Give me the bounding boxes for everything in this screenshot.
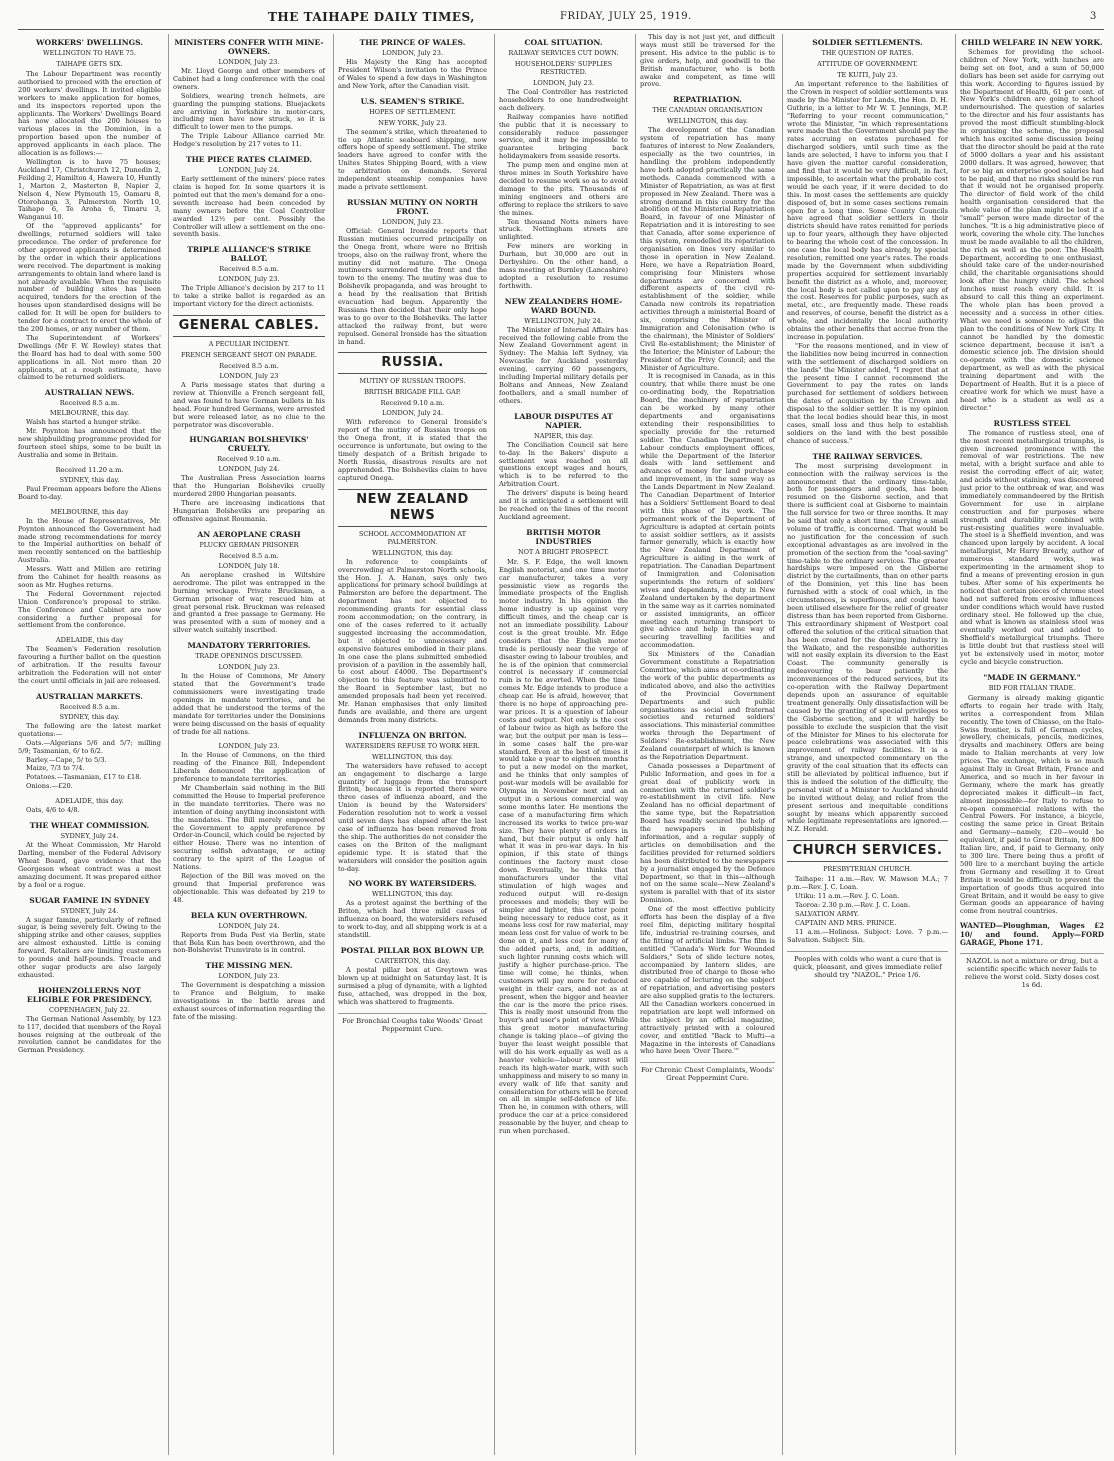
dateline: LONDON, July 23. xyxy=(532,79,595,87)
article-headline: COAL SITUATION. xyxy=(524,38,603,47)
paragraph: The pump men and engine men at three mines in South Yorkshire have decided to resume work so as to avoid damage to the pits. Thousands of mining engineers and others are offering to replace the strikers to save the mines. xyxy=(499,161,628,217)
dateline: LONDON, July 23. xyxy=(381,217,444,226)
paragraph: Wellington is to have 75 houses; Auckland 17, Christchurch 12, Dunedin 2, Feilding 2, Hamilton 4, Hawera 10, Huntly 1, Marton 2, Masterton 8, Napier 2, Nelson 4, New Plymouth 15, Oamaru 8, Otorohanga 3, Palmerston North 10, Taihape 6, Te Aroha 6, Timaru 3, Wanganui 10. xyxy=(18,157,161,222)
article xyxy=(338,731,487,874)
article xyxy=(499,528,628,1136)
paragraph: Onions.—£20. xyxy=(26,782,73,791)
article xyxy=(338,879,487,940)
article xyxy=(173,911,325,956)
paragraph: The Coal Controller has restricted householders to one hundredweight each delivery. xyxy=(499,88,628,112)
article xyxy=(338,946,487,1007)
classified-ad: WANTED—Ploughman, Wages £2 10/ and found. Apply—FORD GARAGE, Phone 171. xyxy=(960,921,1104,948)
paragraph: SALVATION ARMY. xyxy=(795,909,859,918)
article-headline: NO WORK BY WATERSIDERS. xyxy=(348,879,477,889)
article xyxy=(18,821,161,889)
article-subheading: TRADE OPENINGS DISCUSSED. xyxy=(195,652,303,661)
paragraph: The development of the Canadian system of repatriation has many features of interest to New Zealanders, especially as the two countries, in handling the problem independently have both adopted practically the same methods. Canada commenced with a Minister of Repatriation, as was at first proposed in New Zealand. There was a strong demand in this country for the abolition of the Ministerial Repatriation Board, in favour of one Minister of Repatriation and it is interesting to see that Canada, after some experience of this system, remodelled its repatriation organisation on lines very similar to those in operation in New Zealand. Here, we have a Repatriation Board, comprising four Ministers whose departments are concerned with different aspects of the civil re-establishment of the soldier, while Canada now controls its repatriation activities through a ministerial Board of six, comprising the Minister of Immigration and Colonisation (who is the chairman), the Minister of Soldiers' Civil Re-establishment; the Minister of the Interior; the Minister of Labour; the President of the Privy Council; and the Minister of Agriculture. xyxy=(640,126,775,372)
article-subheading: PLUCKY GERMAN PRISONER xyxy=(199,540,299,549)
paragraph: Ten thousand Notts miners have struck. Nottingham streets are unlighted. xyxy=(499,217,628,242)
article-subheading: A PECULIAR INCIDENT. xyxy=(208,340,290,349)
article xyxy=(960,38,1104,413)
paragraph: Oats.—Algerians 5/6 and 5/7; milling 5/9; Tasmanian, 6/ to 6/2. xyxy=(18,738,161,755)
article-body xyxy=(338,59,487,91)
article-headline: RUSTLESS STEEL xyxy=(993,418,1071,428)
received-time: Received 8.5 a.m. xyxy=(219,265,279,274)
article-body xyxy=(338,559,487,725)
article-subheading: NOT A BRIGHT PROSPECT. xyxy=(518,547,609,556)
article xyxy=(18,38,161,382)
paragraph: The romance of rustless steel, one of the most recent metallurgical triumphs, is given increased prominence with the removal of war restrictions. The new metal, with a bright surface and able to resist the corroding effect of air, water, and acids without staining, was discovered just prior to the outbreak of war, and was immediately commandeered by the British Government for use in airplane construction and for purposes where strength and durability combined with rust-resisting qualities were invaluable. The steel is a Sheffield invention, and was chanced upon largely by accident. A local metallurgist, Mr Harry Brearly, author of numerous standard works, was experimenting in the armament shop to find a means of preventing erosion in gun tubes. After some of his experiments he noticed that certain pieces of chrome steel had not suffered from erosive influences under conditions which would have rusted ordinary steel. He followed up the clue, and what is known as stainless steel was eventually worked out and added to Sheffield's metallurgical triumphs. There is little doubt but that rustless steel will yet be extensively used in motor, motor cycle and bicycle construction. xyxy=(960,428,1104,666)
dateline: MELBOURNE, this day. xyxy=(49,409,130,418)
paragraph: The Superintendent of Workers' Dwellings (Mr F. W. Rowley) states that the Board has had to deal with some 500 applications in all. Not more than 20 applicants, at a rough estimate, have claimed to be returned soldiers. xyxy=(18,333,161,382)
dateline: CARTERTON, this day. xyxy=(374,956,451,965)
page-number: 3 xyxy=(1090,11,1097,22)
article-body xyxy=(960,430,1104,667)
article-subheading: WELLINGTON TO HAVE 75. xyxy=(43,49,136,57)
paragraph: An important reference to the liabilities of the Crown in respect of soldier settlements was made by the Minister for Lands, the Hon. D. H. Guthrie, in a letter to Mr W. T. Jennings, M.P. "Referring to your recent communication," wrote the Minister, "in which representations were made that the Government should pay the rates accruing on estates purchased for discharged soldiers, until such time as the lands are selected, I have to inform you that I have given the matter careful consideration, and find that it would be very difficult, in fact, impossible, to ascertain what the probable cost would be each year, if it were decided to do this. In most cases the settlements are quickly disposed of, but in some cases sections remain open for a long time. Some County Councils have agreed that soldier settlers in their districts should have rates remitted for periods up to four years, although they have objected to bearing the whole cost of the concession. In one case the local body has already, by special resolution, remitted one year's rates. The roads made by the Government when subdividing properties acquired for settlement invariably benefit the district as a whole, and, moreover, the local body is not called upon to pay any of the cost. Reserves for public purposes, such as metal, etc., are frequently made. These roads and reserves, of course, benefit the district as a whole, and incidentally the local authority obtains the other benefits that accrue from the increase in population. xyxy=(787,80,948,341)
article xyxy=(18,797,161,815)
article-body xyxy=(338,900,487,940)
paragraph: Messrs. Watt and Millen are retiring from the Cabinet for health reasons as soon as Mr. Hughes returns. xyxy=(18,565,161,589)
paragraph: The German National Assembly, by 123 to 117, decided that members of the Royal houses reigning at the outbreak of the revolution cannot be candidates for the German Presidency. xyxy=(18,1014,161,1055)
paragraph: The most surprising development in connection with the railway services is the announcement that the ordinary time-table, both for passengers and goods, has been resumed on the Gisborne section, and that there is sufficient coal at Gisborne to maintain the full service for two or three months. It may be said that only a short time, carrying a small volume of traffic, is concerned. That would be no justification for the concession of such exceptional advantages as are involved in the promotion of the section from the "coal-saving" time-table to the ordinary services. The greater hardships were imposed on the Gisborne district by the curtailments, than on other parts of the Dominion, yet this line has been furnished with a stock of coal which, in the circumstances, is superfluous, and could have been utilised elsewhere for the relief of greater distress than has been reported from Gisborne. This extraordinary shipment of Westport coal offered the solution of the critical situation that has been created for the dairying industry in the Waikato, and the responsible authorities will not easily explain its diversion to the East Coast. The community generally is endeavouring to bear patiently the inconveniences of the reduced services, but its co-operation with the Railway Department depends upon an assurance of equitable treatment generally. Only dissatisfaction will be caused by the granting of special privileges to the Gisborne section, and it will hardly be possible to exclude the suspicion that the visit of the Minister for Mines to his electorate for peace celebrations was associated with this improvement of railway facilities. It is a strange, and unexpected commentary on the gravity of the coal situation that its effects can still be alleviated by political influence, but if this is indeed the solution of the difficulty, the personal visit of a Minister to Auckland should be invited without delay, and relief from the present serious and inequitable conditions sought by means which apparently succeed while legitimate representations are ignored.—N.Z. Herald. xyxy=(787,461,948,834)
paragraph: Mr Chamberlain said nothing in the Bill committed the House to Imperial preference in the mandate territories. There was no intention of doing anything inconsistent with the mandates. The Bill merely empowered the Government to apply preference by Order-in-Council, which could be rejected by either House. There was no intention of securing selfish advantage, or acting contrary to the spirit of the League of Nations. xyxy=(173,784,325,872)
column-7 xyxy=(955,34,1104,1455)
advertisement: NAZOL is not a mixture or drug, but a scientific specific which never fails to relieve the worst cold. Sixty doses cost 1s 6d. xyxy=(960,953,1104,989)
article xyxy=(960,922,1104,947)
article-body xyxy=(173,68,325,149)
article-headline: POSTAL PILLAR BOX BLOWN UP. xyxy=(340,945,485,955)
article-headline: BRITISH MOTOR INDUSTRIES xyxy=(526,527,601,546)
paragraph: A postal pillar box at Greytown was blown up at midnight on Saturday last. It is surmised a plug of dynamite, with a lighted fuse, attached, was dropped in the box, which was shattered to fragments. xyxy=(338,965,487,1006)
paragraph: Utiku: 11 a.m.—Rev. J. C. Loan. xyxy=(795,892,900,901)
article-body xyxy=(173,285,325,309)
paragraph: Of the "approved applicants" for dwellings, returned soldiers will take precedence. The order of preference for other approved applicants is determined by the order in which their applications were received. The department is making arrangements to obtain land where land is not already available. When the requisite number of building sites has been acquired, tenders for the erection of the houses upon standardised designs will be called for. It will be open for builders to tender for a contract to erect the whole of the 200 homes, or any number of them. xyxy=(18,222,161,333)
article xyxy=(499,38,628,291)
paragraph: The Conciliation Council sat here to-day. In the Bakers' dispute a settlement was reached on all questions except wages and hours, which is to be referred to the Arbitration Court. xyxy=(499,440,628,489)
article-subheading: SCHOOL ACCOMMODATION AT PALMERSTON. xyxy=(358,529,467,546)
article xyxy=(787,38,948,446)
dateline: LONDON, July 24. xyxy=(218,465,280,474)
article xyxy=(338,198,487,347)
column-2 xyxy=(168,34,329,1455)
paragraph: The Triple Labour Alliance carried Mr. Hodge's resolution by 217 votes to 11. xyxy=(173,132,325,149)
paragraph: The seamen's strike, which threatened to tie up Atlantic seaboard shipping, now offers hope of speedy settlement. The strike leaders have agreed to confer with the Unites States Shipping Board, with a view to arbitration on demands. Several independent steamship companies have made a private settlement. xyxy=(338,127,487,191)
article xyxy=(173,155,325,239)
article-body xyxy=(18,723,161,791)
dateline: WELLINGTON, this day. xyxy=(372,890,453,899)
dateline: NAPIER, this day. xyxy=(533,431,594,440)
dateline: SYDNEY, July 24. xyxy=(60,906,119,915)
article xyxy=(640,95,775,1056)
paragraph: There are increasing indications that Hungarian Bolsheviks are preparing an offensive against Roumania. xyxy=(173,499,325,523)
paragraph: The Australian Press Association learns that the Hungarian Bolsheviks cruelly murdered 2000 Hungarian peasants. xyxy=(173,474,325,499)
paragraph: Early settlement of the miners' piece rates claim is hoped for. In some quarters it is pointed out that the men's demand for a one-seventh increase had been conceded by many owners before the Coal Controller awarded 12½ per cent. Possibly the Controller will allow a settlement on the one-seventh basis. xyxy=(173,175,325,239)
dateline: TE KUITI, July 23. xyxy=(837,71,898,79)
article-subheading: FRENCH SERGEANT SHOT ON PARADE. xyxy=(180,351,318,360)
dateline: LONDON, July 23. xyxy=(381,49,444,57)
article-headline: CHILD WELFARE IN NEW YORK. xyxy=(961,38,1103,47)
paragraph: Reports from Buda Pest via Berlin, state that Bela Kun has been overthrown, and the non-Bolshevist Trumvirate is in control. xyxy=(173,930,325,955)
paragraph: Rejection of the Bill was moved on the ground that Imperial preference was objectionable. This was defeated by 219 to 48. xyxy=(173,872,325,904)
article xyxy=(173,641,325,736)
paragraph: Soldiers, wearing trench helmets, are guarding the pumping stations. Bluejackets are arriving in Yorkshire in motor-cars, including men have now struck, so it is difficult to lower men to the pumps. xyxy=(173,91,325,132)
paragraph: Few miners are working in Durham, but 30,000 are out in Derbyshire. On the other hand, a mass meeting at Burnley (Lancashire) adopted a resolution to resume forthwith. xyxy=(499,242,628,290)
article xyxy=(173,530,325,635)
paragraph: Taoroa: 2.30 p.m.—Rev. J. C. Loan. xyxy=(795,901,911,909)
paragraph: One of the most effective publicity efforts has been the display of a five reel film, depicting military hospital life, industrial re-training courses, and the fitting of artificial limbs. The film is entitled "Canada's Work for Wounded Soldiers," Sets of slide lecture notes, accompanied by lantern slides, are distributed free of charge to those who are capable of lecturing on the subject of repatriation, and advertising posters are also supplied gratis to the lecturers. All the Canadian workers concerned in repatriation are kept well informed on the subject by an official magazine, attractively printed with a coloured cover, and entitled "Back to Mufti—a Magazine in the interests of Canadians who have been 'Over There.'" xyxy=(640,905,775,1056)
article-headline: GENERAL CABLES. xyxy=(173,315,325,337)
paragraph: An aeroplane crashed in Wiltshire aerodrome. The pilot was entrapped in the burning wreckage. Private Bruckman, a German prisoner of war, rescued him at great personal risk. Bruckman was released and granted a free passage to Germany. He was presented with a sum of money and a silver watch suitably inscribed. xyxy=(173,570,325,635)
article-headline: TRIPLE ALLIANCE'S STRIKE BALLOT. xyxy=(187,245,311,264)
article xyxy=(338,352,487,482)
article-body xyxy=(338,129,487,192)
dateline: LONDON, July 23. xyxy=(218,275,280,284)
paragraph: Mr. Poynton has announced that the new shipbuilding programme provided for fourteen steel ships, some to be built in Australia and some in Britain. xyxy=(18,427,161,459)
article xyxy=(18,636,161,686)
paragraph: Railway companies have notified the public that it is necessary to considerably reduce passenger service, and it may be impossible to guarantee bringing back holidaymakers from seaside resorts. xyxy=(499,112,628,161)
article-body xyxy=(338,763,487,874)
paragraph: Mr. Lloyd George and other members of Cabinet had a long conference with the coal owners. xyxy=(173,67,325,91)
article-headline: U.S. SEAMEN'S STRIKE. xyxy=(360,96,465,106)
dateline: SYDNEY, this day. xyxy=(59,475,120,484)
article xyxy=(18,986,161,1056)
received-time: Received 8.5 a.m. xyxy=(59,702,120,711)
dateline: LONDON, July 24. xyxy=(218,166,280,175)
received-time: Received 8.5 a.m. xyxy=(219,551,279,560)
article-headline: AUSTRALIAN MARKETS. xyxy=(36,691,143,701)
article-body xyxy=(787,81,948,446)
article-subheading: RAILWAY SERVICES CUT DOWN. xyxy=(508,49,619,57)
article xyxy=(173,245,325,309)
article-body xyxy=(173,673,325,736)
advertisement: For Bronchial Coughs take Woods' Great Peppermint Cure. xyxy=(338,1013,487,1033)
article-body xyxy=(18,917,161,980)
article xyxy=(18,388,161,460)
article-subheading: HOUSEHOLDERS' SUPPLIES RESTRICTED. xyxy=(514,60,613,76)
article xyxy=(18,692,161,791)
article xyxy=(18,896,161,980)
article-headline: WORKERS' DWELLINGS. xyxy=(35,38,144,47)
article-headline: MINISTERS CONFER WITH MINE-OWNERS. xyxy=(174,38,324,56)
paragraph: Taihape: 11 a.m.—Rev. W. Mawson M.A.; 7 p.m.—Rev. J. C. Loan. xyxy=(787,875,948,892)
article-headline: MANDATORY TERRITORIES. xyxy=(187,641,311,651)
paragraph: In the House of Representatives, Mr. Poynton announced the Government had made strong recommendations for mercy to the Imperial authorities on behalf of men recently sentenced on the battleship Australia. xyxy=(18,516,161,565)
dateline: LONDON, July 23. xyxy=(218,663,280,672)
paragraph: His Majesty the King has accepted President Wilson's invitation to the Prince of Wales to spend a few days in Washington and New York, after the Canadian visit. xyxy=(338,58,487,90)
dateline: SYDNEY, this day. xyxy=(59,712,120,721)
paragraph: In the House of Commons, Mr Amery stated that the Government's trade commissioners were investigating trade openings in mandate territories, and he added that he understood the terms of the mandate for territories under the Dominions were being discussed on the basis of equality of trade for all nations. xyxy=(173,672,325,736)
article-body xyxy=(18,518,161,631)
newspaper-title: THE TAIHAPE DAILY TIMES, xyxy=(268,10,475,24)
paragraph: At the Wheat Commission, Mr Harold Darling, member of the Federal Advisory Wheat Board, gave evidence that the Georgeson wheat contract was a most amazing document. It was prepared either by a fool or a rogue. xyxy=(18,841,161,889)
article-headline: THE RAILWAY SERVICES. xyxy=(812,451,923,461)
article-body xyxy=(173,382,325,429)
paragraph: Oats, 4/6 to 4/8. xyxy=(26,806,80,815)
article-body xyxy=(18,71,161,382)
received-time: Received 11.20 a.m. xyxy=(55,465,124,474)
article-body xyxy=(787,876,948,944)
article xyxy=(173,742,325,904)
article-body xyxy=(18,807,161,815)
dateline: NEW YORK, July 23. xyxy=(378,118,447,127)
paragraph: Official: General Ironside reports that Russian mutinies occurred principally on the Onega front, where were no British troops, also on the railway front, where the mutiny did not mature. The Onega mutineers surrendered the front and the town to the enemy. The mutiny was due to Bolshevik propaganda, and was brought to a head by the realisation that British evacuation had begun. Apparently the Russians then decided that their only hope was to go over to the Bolsheviks. The latter attacked the railway front, but were repulsed. General Ironside has the situation in hand. xyxy=(338,226,487,346)
received-time: Received 8.5 a.m. xyxy=(219,362,279,371)
paragraph: Six Ministers of the Canadian Government constitute a Repatriation Committee, which aims at co-ordinating the work of the public departments as indicated above, and also the activities of the Provincial Government Departments and such public organisations as social and fraternal societies and returned soldiers' associations. This ministerial committee works through the Department of Soldiers' Re-establishment, the New Zealand counterpart of which is known as the Repatriation Department. xyxy=(640,650,775,761)
article-subheading: THE QUESTION OF RATES. xyxy=(821,49,914,57)
article xyxy=(338,489,487,725)
article xyxy=(173,961,325,1022)
article-body xyxy=(18,486,161,502)
paragraph: In the House of Commons, on the third reading of the Finance Bill, Independent Liberals denounced the application of preference to mandate territories. xyxy=(173,751,325,784)
article-body xyxy=(173,982,325,1022)
article-body xyxy=(18,646,161,686)
paragraph: Germany is already making gigantic efforts to regain her trade with Italy, writes a correspondent from Milan recently. The town of Chiasso, on the Italo-Swiss frontier, is full of German cycles, jewellery, chemicals, pencils, medicines, drysalts and machinery. Offers are being made to Italian merchants at very low prices. The exchange, which is so much against Italy in Great Britain, France and America, and so much in her favour in Germany, where the mark has greatly depreciated makes it difficult—in fact, almost impossible—for Italy to refuse to re-open commercial relations with the Central Powers. For instance, a bicycle, costing the same price in Great Britain and Germany—namely, £20—would be equivalent, if paid to Great Britain, to 800 Italian lire, and, if paid to Germany, only to 300 lire. There being thus a profit of 500 lire to a merchant buying the article from Germany and reselling it to Great Britain it would be difficult to prevent the importation of goods thus acquired into Great Britain, and it would be easy to give German goods an appearance of having come from neutral countries. xyxy=(960,693,1104,916)
article xyxy=(338,97,487,192)
paragraph: Mr. S. F. Edge, the well known English motorist, and one time motor car manufacturer, takes a very pessimistic view as regards the immediate prospects of the English motor industry. In his opinion the home industry is up against very difficult times, and the cheap car is not an immediate possibility. Labour cost is the great trouble. Mr. Edge considers that the English motor trade is perilously near the verge of disaster owing to labour troubles, and he is of the opinion that commercial control is necessary if commercial ruin is to be averted. When the time comes Mr. Edge intends to produce a cheap car. He is afraid, however, that there is no hope of approaching pre-war prices. It is a question of labour costs and output. Not only is the cost of labour twice as high as before the war, but the output per man is less—in some cases half the pre-war standard. Even at the best of times it would take a year to eighteen months to put a new model on the market, and he thinks that only samples of post-war models will be available for Olympia in November next and an output in a serious commercial way some months later. He mentions the case of a manufacturing firm which increased its works to twice pre-war size. They have plenty of orders in hand, but their output is only half what it was in pre-war days. In his opinion, if this state of things continues the factory must close down. Eventually, he thinks that manufacturers under the vital stimulation of high wages and reduced output will re-design processes and models; they will be simpler and lighter, this latter point being necessary to reduce cost, as it means less cost for raw material, may mean less cost for value of work to be done on it, and less cost for many of the added parts, and, in addition, such lighter running costs which will justify a higher purchase-price. The time will come, he thinks, when customers will pay more for reduced weight in their cars, and not as at present, when the bigger and heavier the car is the more the price rises. This is really most unsound from the buyer's and user's point of view. While this great motor manufacturing change is taking place—of giving the buyer the least weight possible that will do his work equally as well as a heavier vehicle—labour unrest will reach its high-water mark, with such unhappiness and misery to so many in every walk of life that sanity and consideration for others will be forced on all in simple self-defence of life. Then he, in common with others, will produce the car at a price considered reasonable by the buyer, and cheap to run when purchased. xyxy=(499,557,628,1136)
article-body xyxy=(338,967,487,1007)
article-headline: CHURCH SERVICES. xyxy=(787,840,948,862)
paragraph: Canada possesses a Department of Public Information, and goes in for a great deal of publicity work in connection with the returned soldier's re-establishment in civil life. New Zealand has no official department of the same type, but the Repatriation Board has readily secured the help of the newspapers in publishing information, and a regular supply of articles on demobilisation and the facilities provided for returned soldiers has been distributed to the newspapers by a journalist engaged by the Defence Department, so that in this—although not on the same scale—New Zealand's system is parallel with that of its sister Dominion. xyxy=(640,761,775,905)
dateline: SYDNEY, July 24. xyxy=(60,832,119,841)
article xyxy=(960,673,1104,916)
article-body xyxy=(173,752,325,904)
paragraph: It is recognised in Canada, as in this country, that while there must be one co-ordinating body, the Repatriation Board, the machinery of repatriation can be worked by many other departments and organisations extending their responsibilities to specially provide for the returned soldier. The Canadian Department of Labour conducts employment offices, while the Department of the Interior deals with land settlement and advances of money for land purchase and improvement, in the same way as the Lands Department in New Zealand. The Canadian Department of Interior has a Soldiers' Settlement Board to deal with this phase of its work. The permanent work of the Department of Agriculture is adapted at certain points to assist soldier settlers, as it assists farmer generally, which is exactly how the New Zealand Department of Agriculture is aiding in the work of repatriation. The Canadian Department of Immigration and Colonisation superintends the return of soldiers' wives and dependants, a duty in New Zealand undertaken by the department in the same way as it carries nominated or assisted immigrants, an officer meeting each returning transport to give advice and help in the way of securing travelling facilities and accommodation. xyxy=(640,372,775,650)
article xyxy=(173,38,325,149)
paragraph: In reference to complaints of overcrowding at Palmerston North schools, the Hon. J. A. Hanan, says only two applications for primary school buildings at Palmerston are before the department. The department has not objected to recommending grants for essential class room accommodation; on the contrary, in one of the cases referred to it actually suggested increasing the accommodation, but it objected to unnecessary and expensive features embodied in their plans. In one case the plans submitted embodied provision of a pavilion in the assembly hall, to cost about £4000. The Department's objection to this feature was submitted to the Board in September last, but no amended proposals had been yet received. Mr. Hanan emphasises that only limited funds are available, and there are urgent demands from many districts. xyxy=(338,557,487,724)
article-headline: SUGAR FAMINE IN SYDNEY xyxy=(29,895,150,905)
received-time: Received 8.5 a.m. xyxy=(59,399,120,408)
article-headline: NEW ZEALAND NEWS xyxy=(338,489,487,527)
dateline: COPENHAGEN, July 22. xyxy=(49,1005,130,1014)
article-headline: NEW ZEALANDERS HOME-WARD BOUND. xyxy=(504,296,623,315)
dateline: LONDON, July 23. xyxy=(218,972,280,981)
article-body xyxy=(173,932,325,956)
article xyxy=(787,951,948,979)
article xyxy=(960,419,1104,667)
column-4 xyxy=(494,34,632,1455)
dateline: LONDON, July 18. xyxy=(218,561,280,570)
dateline: WELLINGTON, this day. xyxy=(372,752,453,761)
column-5 xyxy=(635,34,779,1455)
article-body xyxy=(18,419,161,460)
paragraph: The Federal Government rejected Union Conference's proposal to strike. The Conference and Cabinet are now considering a further proposal for settlement from the conference. xyxy=(18,589,161,630)
paragraph: The Labour Department was recently authorised to proceed with the erection of 200 workers' dwellings. It invited eligible workers to make application for homes, and its inspectors reported upon the applicants. The Workers' Dwellings Board has now allocated the 200 houses to various places in the Dominion, in a proportion based upon the number of approved applicants in each place. The allocation is as follows:— xyxy=(18,70,161,158)
article-headline: AN AEROPLANE CRASH xyxy=(197,529,301,539)
article xyxy=(787,452,948,835)
paragraph: This day is not just yet, and difficult ways must still be traversed for the present. His advice to the public is to give orders, help, and goodwill to the British manufacturer, who is both awake and competent, as time will prove. xyxy=(640,34,775,89)
article xyxy=(640,1062,775,1082)
article xyxy=(960,953,1104,989)
article-body xyxy=(173,176,325,239)
article-headline: HUNGARIAN BOLSHEVIKS' CRUELTY. xyxy=(189,435,309,454)
article-body xyxy=(499,327,628,406)
article-headline: THE MISSING MEN. xyxy=(205,961,293,971)
paragraph: Schemes for providing the school-children of New York, with lunches are being set on foot, and a sum of 50,000 dollars has been set aside for carrying out this work. According to figures issued by the Department of Health, 61 per cent. of New York's children are going to school undernourished. The question of salaries to the director and his four assistants has proved the most difficult stumbling-block in organising the scheme, the proposal which has excited some discussion being that the director should be paid at the rate of 5000 dollars a year and his assistant 2000 dollars. It was agreed, however, that for so big an enterprise good salaries had to be paid, and that no risks should be run that it would not be organised properly. The director of field work of the child health organisation considered that the whole value of the plan might be lost if a "small" person were made director of the lunches. "It is a big administrative piece of work, covering the whole city. The lunches must be made available to all the children, the rich as well as the poor. The Health Department, according to one enthusiast, should take care of the under-nourished child, the charitable organisations should look after the hungry child. The school lunches must reach every child. It is absurd to call this thing an experiment. The whole plan has been proved a necessity and a success in other cities. What we need is someone to adjust the plan to the conditions of New York City. It cannot be handled by the domestic science department, because it isn't a domestic science job. The division should co-operate with the domestic science department, as well as with the physical training department and with the Department of Health. But it is a piece of creative work for which we must have a head who is a student as well as a director." xyxy=(960,48,1104,412)
dateline: WELLINGTON, July 24. xyxy=(524,316,603,325)
column-6 xyxy=(782,34,952,1455)
paragraph: Barley.—Cape, 5/ to 5/3. xyxy=(26,755,107,764)
article-body xyxy=(499,89,628,291)
dateline: LONDON, July 24. xyxy=(218,921,280,930)
dateline: WELLINGTON, this day. xyxy=(667,117,748,126)
article-body xyxy=(338,228,487,347)
article-headline: AUSTRALIAN NEWS. xyxy=(44,388,135,398)
article xyxy=(18,466,161,502)
advertisement: For Chronic Chest Complaints, Woods' Great Peppermint Cure. xyxy=(640,1062,775,1082)
article-subheading: WATERSIDERS REFUSE TO WORK HER. xyxy=(345,741,480,750)
paragraph: A Paris message states that during a review at Thionville a French sergeant fell, and was found to have German bullets in his head. Four hundred Germans, were arrested but were released later, as no clue to the perpetrator was discoverable. xyxy=(173,381,325,429)
article-body xyxy=(787,463,948,835)
article-headline: THE WHEAT COMMISSION. xyxy=(29,821,150,831)
article-headline: "MADE IN GERMANY." xyxy=(983,672,1081,682)
article-headline: THE PIECE RATES CLAIMED. xyxy=(185,155,313,165)
article-headline: REPATRIATION. xyxy=(673,95,742,105)
article-body xyxy=(338,419,487,482)
paragraph: The watersiders have refused to accept an engagement to discharge a large quantity of luggage from the transport Briton, because it is reported there were three cases of influenza aboard, and the Union is bound by the Watersiders' Federation resolution not to work a vessel until seven days has elapsed after the last case of influenza has been removed from the ship. The authorities do not consider the cases on the Briton of the malignant epidemic type. It is stated that the watersiders will consider the position again to-day. xyxy=(338,761,487,873)
article-headline: RUSSIA. xyxy=(338,352,487,374)
paragraph: With reference to General Ironside's report of the mutiny of Russian troops on the Onega front, it is stated that the occurrence is unfortunate, but owing to the timely despatch of a British brigade to North Russia, disastrous results are not apprehended. The Bolsheviks claim to have captured Onega. xyxy=(338,418,487,482)
article-headline: RUSSIAN MUTINY ON NORTH FRONT. xyxy=(347,197,478,216)
received-time: Received 9.10 a.m. xyxy=(380,399,445,408)
article-subheading: HOPES OF SETTLEMENT. xyxy=(369,107,456,116)
article-headline: BELA KUN OVERTHROWN. xyxy=(190,910,308,920)
article-body xyxy=(173,475,325,523)
dateline: ADELAIDE, this day xyxy=(55,636,124,645)
masthead xyxy=(18,4,1104,30)
dateline: MELBOURNE, this day xyxy=(50,507,129,516)
article-subheading: ATTITUDE OF GOVERNMENT. xyxy=(817,60,918,68)
article xyxy=(18,508,161,631)
article xyxy=(338,38,487,91)
article-headline: HOHENZOLLERNS NOT ELIGIBLE FOR PRESIDENCY. xyxy=(26,985,153,1004)
paragraph: CAPTAIN AND MRS. PRINCE. xyxy=(795,918,897,927)
article-subheading: MUTINY OF RUSSIAN TROOPS. xyxy=(359,377,466,386)
received-time: Received 9.10 a.m. xyxy=(217,455,281,464)
article xyxy=(173,315,325,429)
paragraph: The Government is despatching a mission to France and Belgium, to make investigations in the battle areas and exhaust sources of information regarding the fate of the missing. xyxy=(173,981,325,1021)
column-1 xyxy=(18,34,165,1455)
article xyxy=(499,412,628,522)
article xyxy=(640,34,775,89)
paragraph: "For the reasons mentioned, and in view of the liabilities now being incurred in connection with the settlement of discharged soldiers on the lands" the Minister added, "I regret that at the present time I cannot recommend the Government to pay the rates on lands purchased for settlement of soldiers between the dates of acquisition by the Crown and disposal to the soldier settler. It is my opinion that the local bodies should bear this, in most cases, small loss and thus help to establish soldiers on the land with the best possible chance of success." xyxy=(787,341,948,445)
article-subheading: THE CANADIAN ORGANISATION xyxy=(652,106,763,115)
paragraph: Paul Freeman appears before the Aliens Board to-day. xyxy=(18,484,161,501)
dateline: ADELAIDE, this day. xyxy=(55,797,124,806)
advertisement: Peoples with colds who want a cure that is quick, pleasant, and gives immediate relief should try "NAZOL." Price 1/6. xyxy=(787,951,948,979)
article xyxy=(173,435,325,523)
paragraph: The following are the latest market quotations:— xyxy=(18,721,161,738)
article xyxy=(338,1013,487,1033)
article-headline: THE PRINCE OF WALES. xyxy=(359,38,466,47)
article-body xyxy=(960,695,1104,916)
dateline: LONDON, July 23. xyxy=(218,58,280,66)
article-headline: INFLUENZA ON BRITON. xyxy=(358,730,467,740)
dateline: LONDON, July 23. xyxy=(218,742,280,751)
paragraph: A sugar famine, particularly of refined sugar, is being severely felt. Owing to the shipping strike and other causes, supplies are almost exhausted. Little is coming forward. Retailers are limiting customers to pounds and half-pounds. Treacle and other sugar products are also largely exhausted. xyxy=(18,915,161,979)
article-body xyxy=(640,127,775,1056)
article-body xyxy=(499,442,628,522)
article-body xyxy=(173,572,325,635)
dateline: LONDON, July 23 xyxy=(219,372,279,381)
article-body xyxy=(960,49,1104,413)
article-body xyxy=(18,842,161,889)
column-3 xyxy=(333,34,491,1455)
article-headline: SOLDIER SETTLEMENTS. xyxy=(812,38,923,47)
article xyxy=(499,297,628,406)
article-headline: LABOUR DISPUTES AT NAPIER. xyxy=(514,411,613,430)
paragraph: Potatoes.—Tasmanian, £17 to £18. xyxy=(26,773,142,782)
paragraph: Maize, 7/3 to 7/4. xyxy=(26,764,85,773)
paragraph: The Minister of Internal Affairs has received the following cable from the New Zealand Government agent in Sydney: The Mahia left Sydney, via Newcastle for Auckland yesterday evening, carrying 60 passengers, including Imperial military details per Boltans and Anneas, New Zealand footballers, and a small number of others. xyxy=(499,325,628,405)
article-subheading: TAIHAPE GETS SIX. xyxy=(56,60,123,68)
paragraph: As a protest against the berthing of the Briton, which had three mild cases of influenza on board, the watersiders refused to work to-day, and all shipping work is at a standstill. xyxy=(338,899,487,940)
article-body xyxy=(640,34,775,89)
article-subheading: BID FOR ITALIAN TRADE. xyxy=(988,683,1076,692)
paragraph: Walsh has started a hunger strike. xyxy=(26,418,142,427)
article xyxy=(787,840,948,944)
dateline: LONDON, July 24. xyxy=(381,409,444,418)
article-subheading: PRESBYTERIAN CHURCH. xyxy=(823,865,912,874)
paragraph: The drivers' dispute is being heard and it is anticipated a settlement will be reached on the lines of the recent Auckland agreement. xyxy=(499,489,628,521)
paragraph: The Triple Alliance's decision by 217 to 11 to take a strike ballot is regarded as an important victory for the direct actionists. xyxy=(173,284,325,309)
dateline: WELLINGTON, this day. xyxy=(372,548,453,557)
issue-date: FRIDAY, JULY 25, 1919. xyxy=(560,11,692,22)
article-body xyxy=(499,559,628,1136)
paragraph: The Seamen's Federation resolution favouring a further ballot on the question of arbitration. If the results favour arbitration the Federation will not enter the court until officials in jail are released. xyxy=(18,645,161,685)
article-body xyxy=(18,1016,161,1056)
article-subheading: BRITISH BRIGADE FILL GAP. xyxy=(364,388,461,397)
paragraph: 11 a.m.—Holiness. Subject: Love. 7 p.m.—Salvation. Subject: Sin. xyxy=(787,927,948,944)
